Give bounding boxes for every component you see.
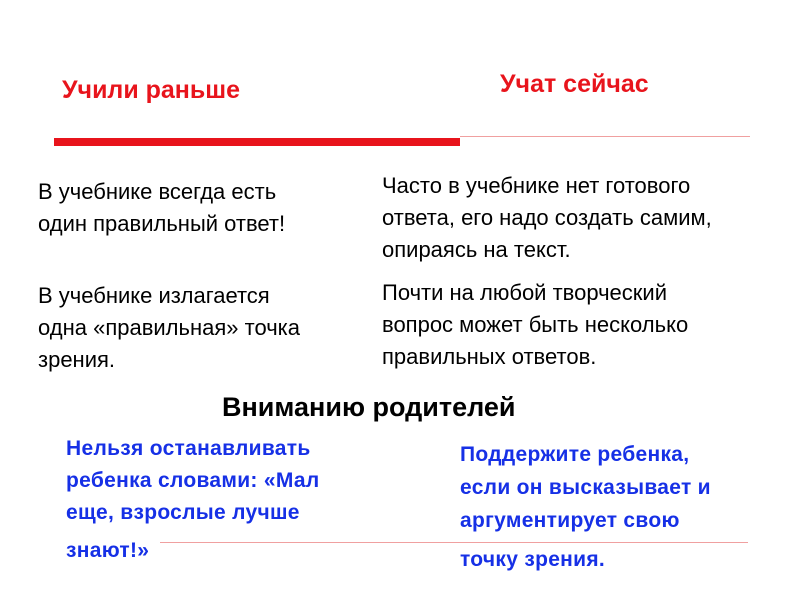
text-line: один правильный ответ! [38,211,286,236]
advice-right [460,438,790,576]
text-line: зрения. [38,347,116,372]
text-line: вопрос может быть несколько [382,312,689,337]
parents-title: Вниманию родителей [222,392,516,422]
text-line: Почти на любой творческий [382,280,667,305]
text-line: одна «правильная» точка [38,315,301,340]
advice-line: Нельзя останавливать [66,437,311,460]
text-line: В учебнике излагается [38,283,270,308]
thin-divider-top [460,136,750,137]
past-paragraph-2 [38,280,368,376]
text-line: ответа, его надо создать самим, [382,205,712,230]
advice-line: знают!» [66,539,150,562]
advice-line: точку зрения. [460,548,606,571]
text-line: Часто в учебнике нет готового [382,173,691,198]
text-line: правильных ответов. [382,344,597,369]
red-accent-bar [54,138,460,146]
now-paragraph-1 [382,170,782,266]
past-column-title: Учили раньше [62,76,241,104]
now-paragraph-2 [382,277,782,373]
thin-divider-bottom [160,542,748,543]
text-line: опираясь на текст. [382,237,571,262]
advice-line: аргументирует свою [460,509,680,532]
advice-line: Поддержите ребенка, [460,443,690,466]
past-paragraph-1 [38,176,368,240]
advice-line: если он высказывает и [460,476,711,499]
advice-line: ребенка словами: «Мал [66,469,320,492]
now-column-title: Учат сейчас [500,70,649,98]
text-line: В учебнике всегда есть [38,179,277,204]
advice-line: еще, взрослые лучше [66,501,300,524]
advice-left [66,433,396,567]
